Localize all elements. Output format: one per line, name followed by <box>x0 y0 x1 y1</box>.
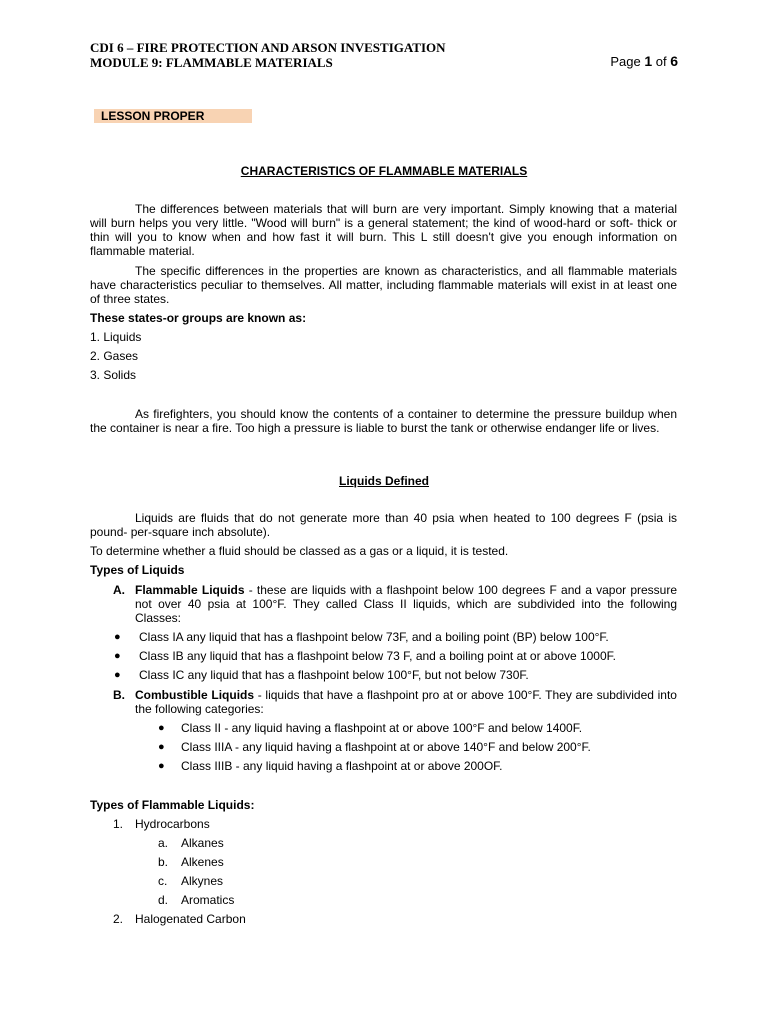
list-marker: a. <box>158 836 169 850</box>
alkanes-item: Alkanes <box>181 836 224 850</box>
list-marker: d. <box>158 893 169 907</box>
state-item: 1. Liquids <box>90 330 142 344</box>
class-ic-item: Class IC any liquid that has a flashpoint below 100°F, but not below 730F. <box>139 668 529 682</box>
hydrocarbons-item: Hydrocarbons <box>135 817 210 831</box>
course-title: CDI 6 – FIRE PROTECTION AND ARSON INVESTIGATION <box>90 40 446 55</box>
flammable-marker: A. <box>113 583 125 597</box>
class-iiia-item: Class IIIA - any liquid having a flashpoint at or above 140°F and below 200°F. <box>181 740 591 754</box>
class-ii-item: Class II - any liquid having a flashpoint at or above 100°F and below 1400F. <box>181 721 583 735</box>
combustible-liquids-term: Combustible Liquids <box>135 688 255 702</box>
liquids-definition: Liquids are fluids that do not generate more than 40 psia when heated to 100 degrees F (psia is pound- per-square inch absolute). <box>90 511 677 539</box>
state-item: 3. Solids <box>90 368 137 382</box>
firefighters-paragraph: As firefighters, you should know the contents of a container to determine the pressure buildup when the container is near a fire. Too high a pressure is liable to burst the tank or otherwise endanger life or lives. <box>90 407 677 435</box>
aromatics-item: Aromatics <box>181 893 235 907</box>
page-number: 1 <box>644 53 653 69</box>
bullet-icon: ● <box>158 760 165 772</box>
list-marker: b. <box>158 855 169 869</box>
bullet-icon: ● <box>114 669 121 681</box>
list-marker: 1. <box>113 817 124 831</box>
bullet-icon: ● <box>158 741 165 753</box>
bullet-icon: ● <box>158 722 165 734</box>
test-line: To determine whether a fluid should be classed as a gas or a liquid, it is tested. <box>90 544 509 558</box>
page-total: 6 <box>670 53 678 69</box>
class-ia-item: Class IA any liquid that has a flashpoint below 73F, and a boiling point (BP) below 100°F. <box>139 630 609 644</box>
state-item: 2. Gases <box>90 349 139 363</box>
list-marker: c. <box>158 874 168 888</box>
module-title: MODULE 9: FLAMMABLE MATERIALS <box>90 55 333 70</box>
page-of: of <box>655 54 667 69</box>
types-of-liquids-heading: Types of Liquids <box>90 563 185 577</box>
section-title: CHARACTERISTICS OF FLAMMABLE MATERIALS <box>240 164 528 178</box>
combustible-liquids-desc: - liquids that have a flashpoint pro at or above 100°F. They are subdivided into the following categories: <box>135 688 677 716</box>
page-indicator <box>610 53 678 69</box>
class-ib-item: Class IB any liquid that has a flashpoint below 73 F, and a boiling point at or above 1000F. <box>139 649 616 663</box>
alkynes-item: Alkynes <box>181 874 224 888</box>
liquids-defined-title: Liquids Defined <box>339 474 429 488</box>
alkenes-item: Alkenes <box>181 855 224 869</box>
class-iiib-item: Class IIIB - any liquid having a flashpoint at or above 200OF. <box>181 759 503 773</box>
combustible-liquids-item <box>135 688 677 716</box>
intro-paragraph-2: The specific differences in the properties are known as characteristics, and all flammable materials have characteristics peculiar to themselves. All matter, including flammable materials will exist in at least one of three states. <box>90 264 677 306</box>
lesson-proper-label: LESSON PROPER <box>94 109 252 123</box>
halogenated-carbon-item: Halogenated Carbon <box>135 912 246 926</box>
flammable-liquids-item <box>135 583 677 625</box>
page-word: Page <box>610 54 641 69</box>
flammable-liquids-desc: - these are liquids with a flashpoint below 100 degrees F and a vapor pressure not over 40 psia at 100°F. They called Class II liquids, which are subdivided into the following Classes: <box>135 583 678 625</box>
list-marker: 2. <box>113 912 124 926</box>
combustible-marker: B. <box>113 688 125 702</box>
types-flammable-heading: Types of Flammable Liquids: <box>90 798 255 812</box>
flammable-liquids-term: Flammable Liquids <box>135 583 245 597</box>
states-heading: These states-or groups are known as: <box>90 311 307 325</box>
bullet-icon: ● <box>114 650 121 662</box>
intro-paragraph-1: The differences between materials that will burn are very important. Simply knowing that a material will burn helps you very little. "Wood will burn" is a general statement; the kind of wood-hard or soft- thick or thin will you to know when and how fast it will burn. This L still doesn't give you enough information on flammable material. <box>90 202 677 258</box>
bullet-icon: ● <box>114 631 121 643</box>
